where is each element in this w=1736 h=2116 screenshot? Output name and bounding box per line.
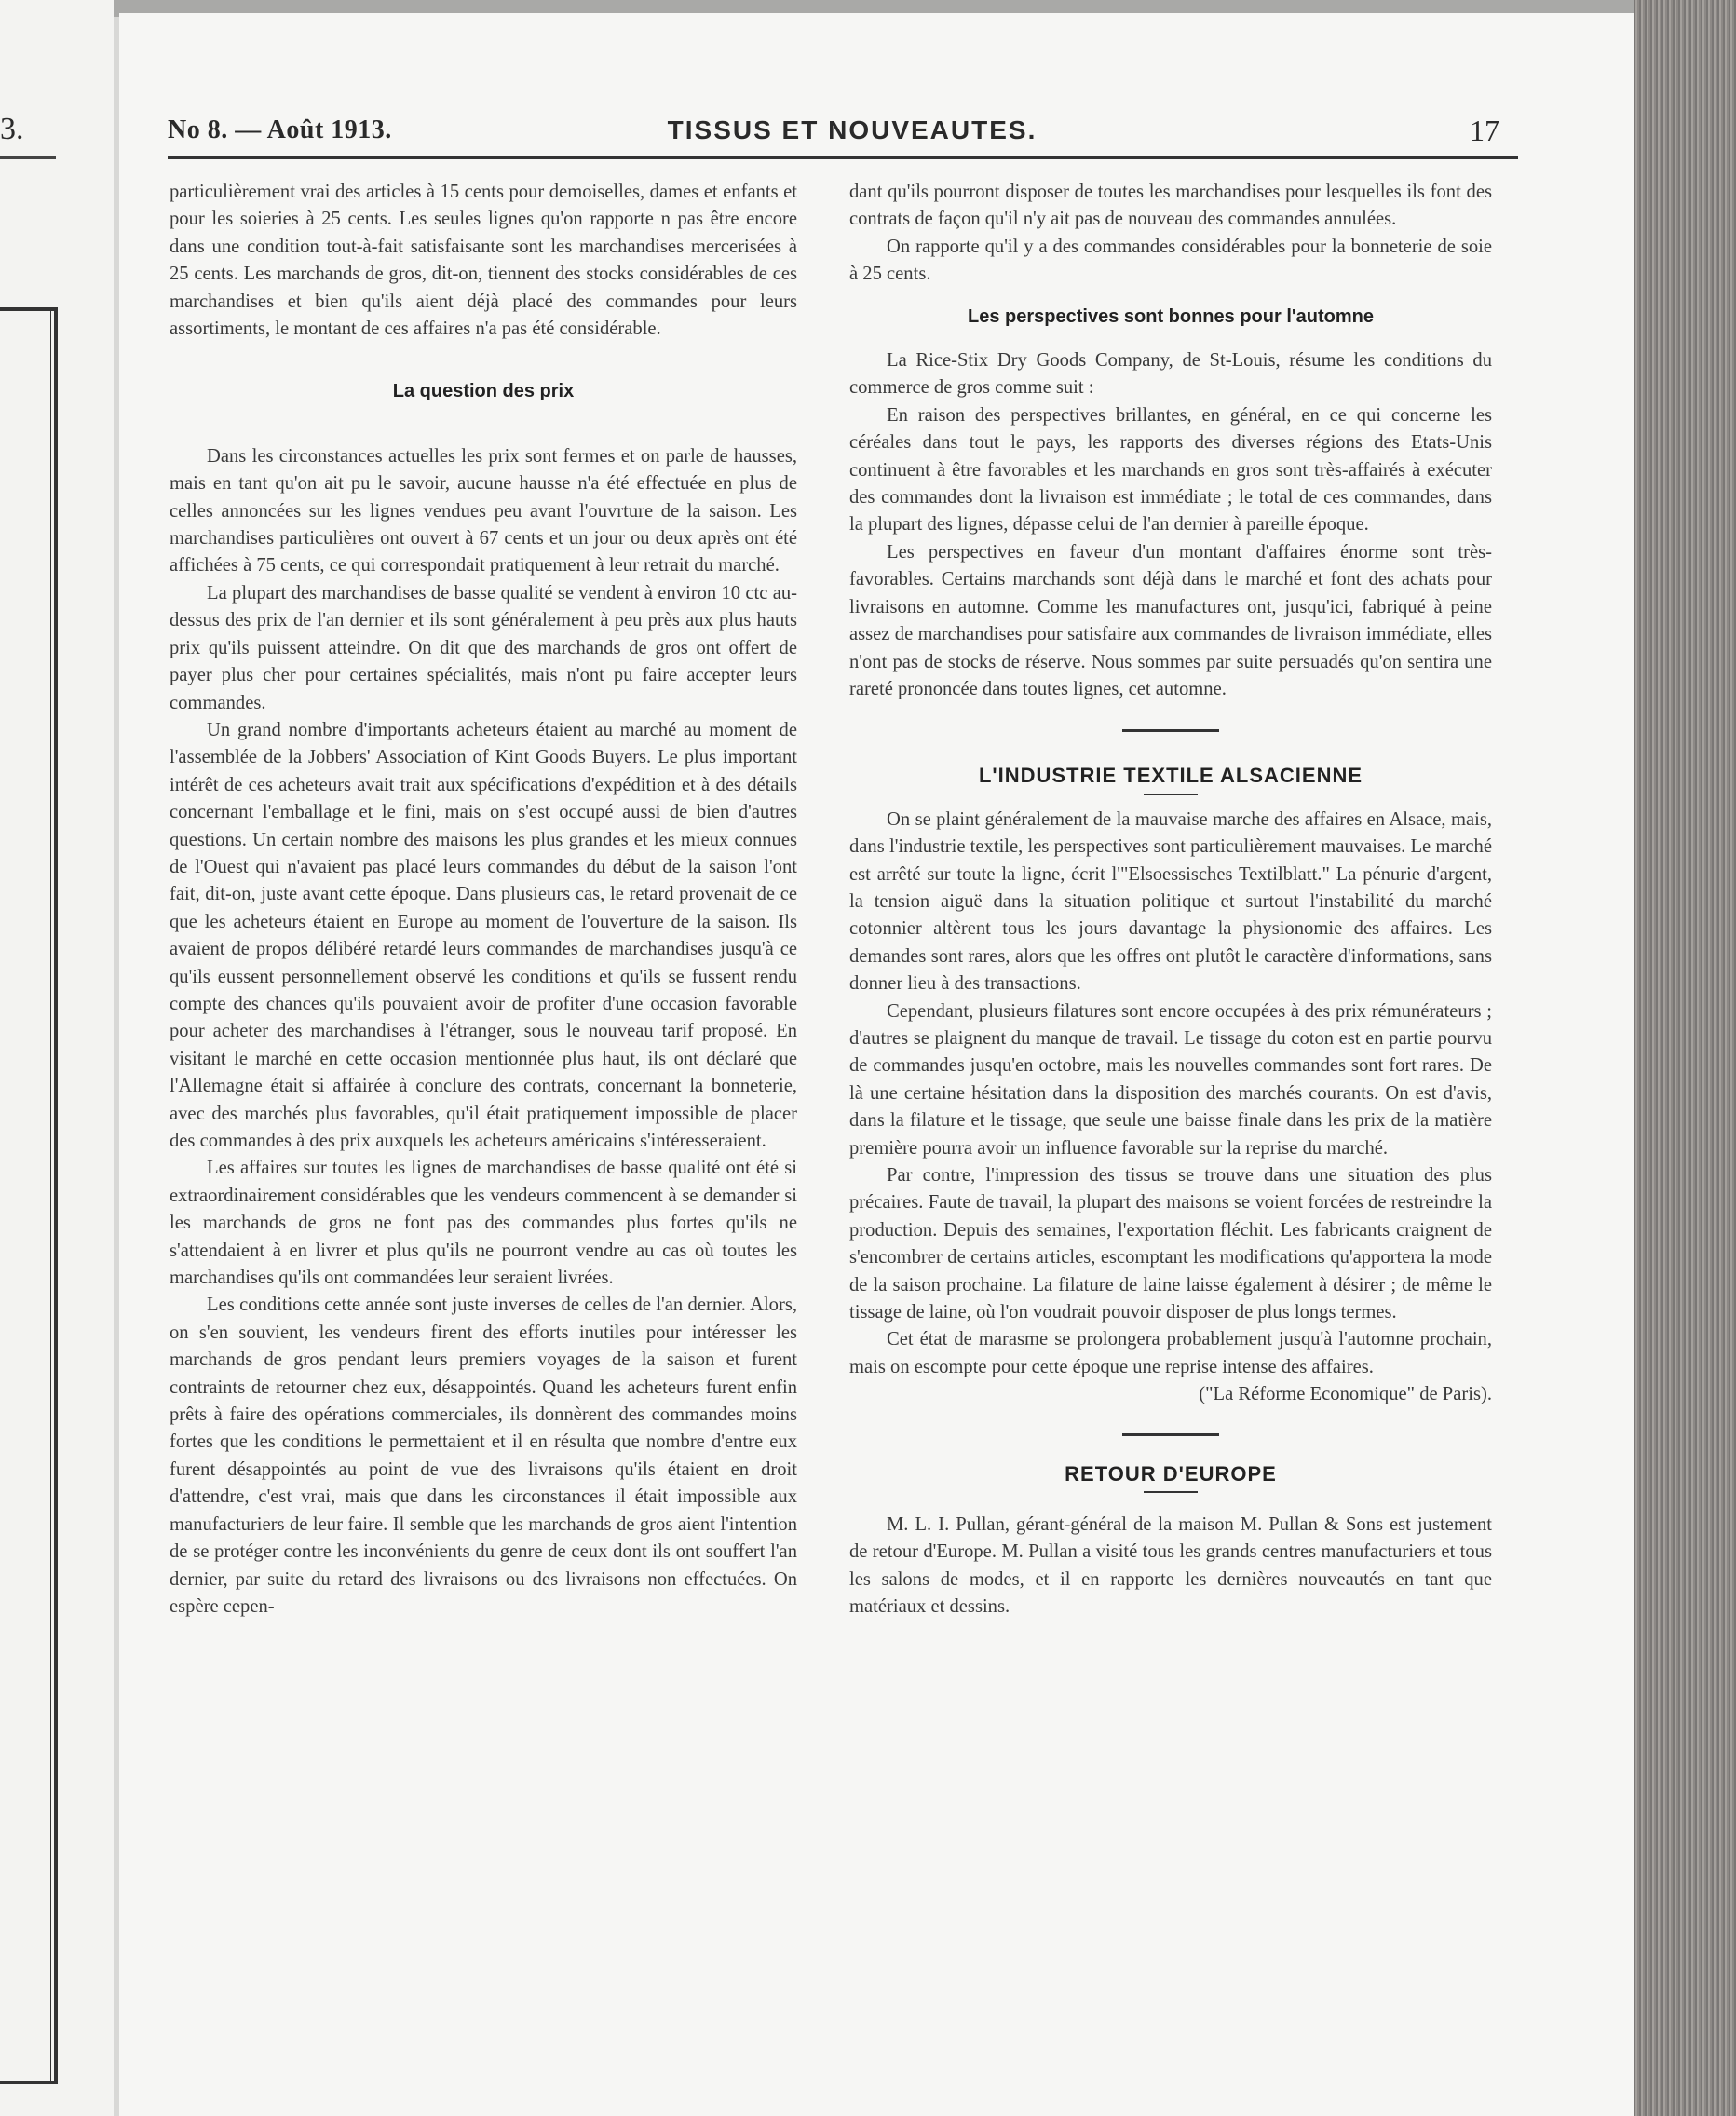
section-title-perspectives: Les perspectives sont bonnes pour l'automne	[968, 305, 1374, 327]
article-title-retour: RETOUR D'EUROPE	[1065, 1461, 1277, 1485]
paragraph-continued: dant qu'ils pourront disposer de toutes les marchandises pour lesquelles ils font des contrats de façon qu'il n'y ait pas de nouveau des commandes annulées.	[849, 182, 1492, 230]
magazine-page	[119, 13, 1634, 2116]
paragraph-continued: particulièrement vrai des articles à 15 cents pour demoiselles, dames et enfants et pour les soieries à 25 cents. Les seules lignes qu'on rapporte n pas être encore dans une condition tout-à-fait satisfaisante sont les marchandises mercerisées à 25 cents. Les marchands de gros, dit-on, tiennent des stocks considérables de ces marchandises et bien qu'ils aient déjà placé des commandes pour leurs assortiments, le montant de ces affaires n'a pas été considérable.	[170, 182, 797, 340]
paragraph: Les affaires sur toutes les lignes de marchandises de basse qualité ont été si extraordinairement considérables que les vendeurs commencent à se demander si les marchands de gros ne font pas des commandes plus fortes qu'ils ne s'attendaient à en livrer et plus qu'ils ne pourront vendre au cas où toutes les marchandises qu'ils ont commandées leur seraient livrées.	[170, 1158, 797, 1289]
paragraph: La Rice-Stix Dry Goods Company, de St-Louis, résume les conditions du commerce de gros comme suit :	[849, 350, 1492, 399]
running-header	[168, 106, 1537, 153]
paragraph: Un grand nombre d'importants acheteurs étaient au marché au moment de l'assemblée de la Jobbers' Association of Kint Goods Buyers. Le plus important intérêt de ces acheteurs avait trait aux spécifications d'expédition et à des détails concernant l'emballage et le fini, mais on s'est occupé aussi de bien d'autres questions. Un certain nombre des maisons les plus grandes et les mieux connues de l'Ouest qui n'avaient pas placé leurs commandes du début de la saison l'ont fait, dit-on, juste avant cette époque. Dans plusieurs cas, le retard provenait de ce que les acheteurs étaient en Europe au moment de l'ouverture de la saison. Ils avaient de propos délibéré retardé leurs commandes de marchandises jusqu'à ce qu'ils eussent personnellement observé les conditions et qu'ils se fussent rendu compte des chances qu'ils pouvaient avoir de profiter d'une occasion favorable pour acheter des marchandises à l'étranger, sous le nouveau tarif proposé. En visitant le marché en cette occasion mentionnée plus haut, ils ont déclaré que l'Allemagne était si affairée à conclure des contrats, concernant la bonneterie, avec des marchés plus favorables, qu'il était pratiquement impossible de placer des commandes à des prix auxquels les acheteurs américains s'intéresseraient.	[170, 719, 797, 1151]
attribution: ("La Réforme Economique" de Paris).	[1199, 1384, 1492, 1405]
issue-date: No 8. — Août 1913.	[168, 115, 392, 144]
section-title-prix: La question des prix	[392, 381, 575, 402]
previous-page-fragment: 3.	[0, 112, 24, 146]
book-spine-edge	[1634, 0, 1736, 2116]
previous-page-frame	[0, 307, 58, 2084]
magazine-title: TISSUS ET NOUVEAUTES.	[667, 115, 1038, 144]
paragraph: La plupart des marchandises de basse qualité se vendent à environ 10 ctc au-dessus des prix de l'an dernier et ils sont généralement à peu près aux plus hauts prix qu'ils puissent atteindre. On dit que des marchands de gros ont offert de payer plus cher pour certaines spécialités, mais n'ont pu faire accepter leurs commandes.	[170, 582, 797, 713]
article-title-industrie: L'INDUSTRIE TEXTILE ALSACIENNE	[978, 764, 1363, 788]
paragraph: Les perspectives en faveur d'un montant d'affaires énorme sont très-favorables. Certains marchands sont déjà dans le marché et font des achats pour livraisons en automne. Comme les manufactures ont, jusqu'ici, fabriqué à peine assez de marchandises pour satisfaire aux commandes de livraison immédiate, elles n'ont pas de stocks de réserve. Nous sommes par suite persuadés qu'on sentira une rareté prononcée dans toutes lignes, cet automne.	[849, 541, 1492, 699]
paragraph: Par contre, l'impression des tissus se trouve dans une situation des plus précaires. Faute de travail, la plupart des maisons se voient forcées de restreindre la production. Depuis des semaines, l'exportation fléchit. Les fabricants craignent de s'encombrer de certains articles, escomptant les modifications qu'apportera la mode de la saison prochaine. La filature de laine laisse également à désirer ; de même le tissage de laine, où l'on voudrait pouvoir disposer de plus longs termes.	[849, 1165, 1492, 1323]
paragraph: On rapporte qu'il y a des commandes considérables pour la bonneterie de soie à 25 cents.	[849, 236, 1492, 285]
paragraph: Cet état de marasme se prolongera probablement jusqu'à l'automne prochain, mais on escompte pour cette époque une reprise intense des affaires.	[849, 1329, 1492, 1377]
page-number: 17	[1470, 114, 1499, 147]
header-rule	[168, 156, 1518, 159]
previous-page-edge	[0, 0, 114, 2116]
paragraph: On se plaint généralement de la mauvaise marche des affaires en Alsace, mais, dans l'industrie textile, les perspectives sont particulièrement mauvaises. Le marché est arrêté sur toute la ligne, écrit l'"Elsoessisches Textilblatt." La pénurie d'argent, la tension aiguë dans la situation politique et surtout l'instabilité du marché cotonnier altèrent tous les jours davantage la physionomie des affaires. Les demandes sont rares, alors que les offres ont plutôt le caractère d'informations, sans donner lieu à des transactions.	[849, 808, 1492, 995]
right-column	[849, 179, 1492, 1621]
paragraph: Dans les circonstances actuelles les prix sont fermes et on parle de hausses, mais en tant qu'on ait pu le savoir, aucune hausse n'a été effectuée en plus de celles annoncées sur les lignes vendues peu avant l'ouvrture de la saison. Les marchandises particulières ont ouvert à 67 cents et un jour ou deux après ont été affichées à 75 cents, ce qui correspondait pratiquement à leur retrait du marché.	[170, 445, 797, 576]
left-column	[170, 179, 797, 1621]
paragraph: En raison des perspectives brillantes, en général, en ce qui concerne les céréales dans tout le pays, les rapports des diverses régions des Etats-Unis continuent à être favorables et les marchands en gros sont très-affairés à exécuter des commandes dont la livraison est immédiate ; le total de ces commandes, dans la plupart des lignes, dépasse celui de l'an dernier à pareille époque.	[849, 404, 1492, 536]
paragraph: Cependant, plusieurs filatures sont encore occupées à des prix rémunérateurs ; d'autres se plaignent du manque de travail. Le tissage du coton est en partie pourvu de commandes jusqu'en octobre, mais les nouvelles commandes sont fort rares. De là une certaine hésitation dans la disposition des marchés courants. On est d'avis, dans la filature et le tissage, que seule une baisse finale dans les prix de la matière première pourra avoir un influence favorable sur la reprise du marché.	[849, 1000, 1492, 1159]
paragraph: Les conditions cette année sont juste inverses de celles de l'an dernier. Alors, on s'en souvient, les vendeurs firent des efforts inutiles pour intéresser les marchands de gros pendant leurs premiers voyages de la saison et furent contraints de retourner chez eux, désappointés. Quand les acheteurs furent enfin prêts à faire des opérations commerciales, ils donnèrent des commandes moins fortes que les conditions le permettaient et il en résulta que nombre d'entre eux furent désappointés au point de vue des livraisons qu'ils étaient en droit d'attendre, c'est vrai, mais que dans les circonstances il était impossible aux manufacturiers de leur faire. Il semble que les marchands de gros aient l'intention de se protéger contre les inconvénients du genre de ceux dont ils ont souffert l'an dernier, par suite du retard des livraisons ou des livraisons non effectuées. On espère cepen-	[170, 1295, 797, 1617]
previous-page-rule	[0, 156, 56, 159]
paragraph: M. L. I. Pullan, gérant-général de la maison M. Pullan & Sons est justement de retour d'Europe. M. Pullan a visité tous les grands centres manufacturiers et tous les salons de modes, et il en rapporte les dernières nouveautés en tant que matériaux et dessins.	[849, 1514, 1492, 1618]
